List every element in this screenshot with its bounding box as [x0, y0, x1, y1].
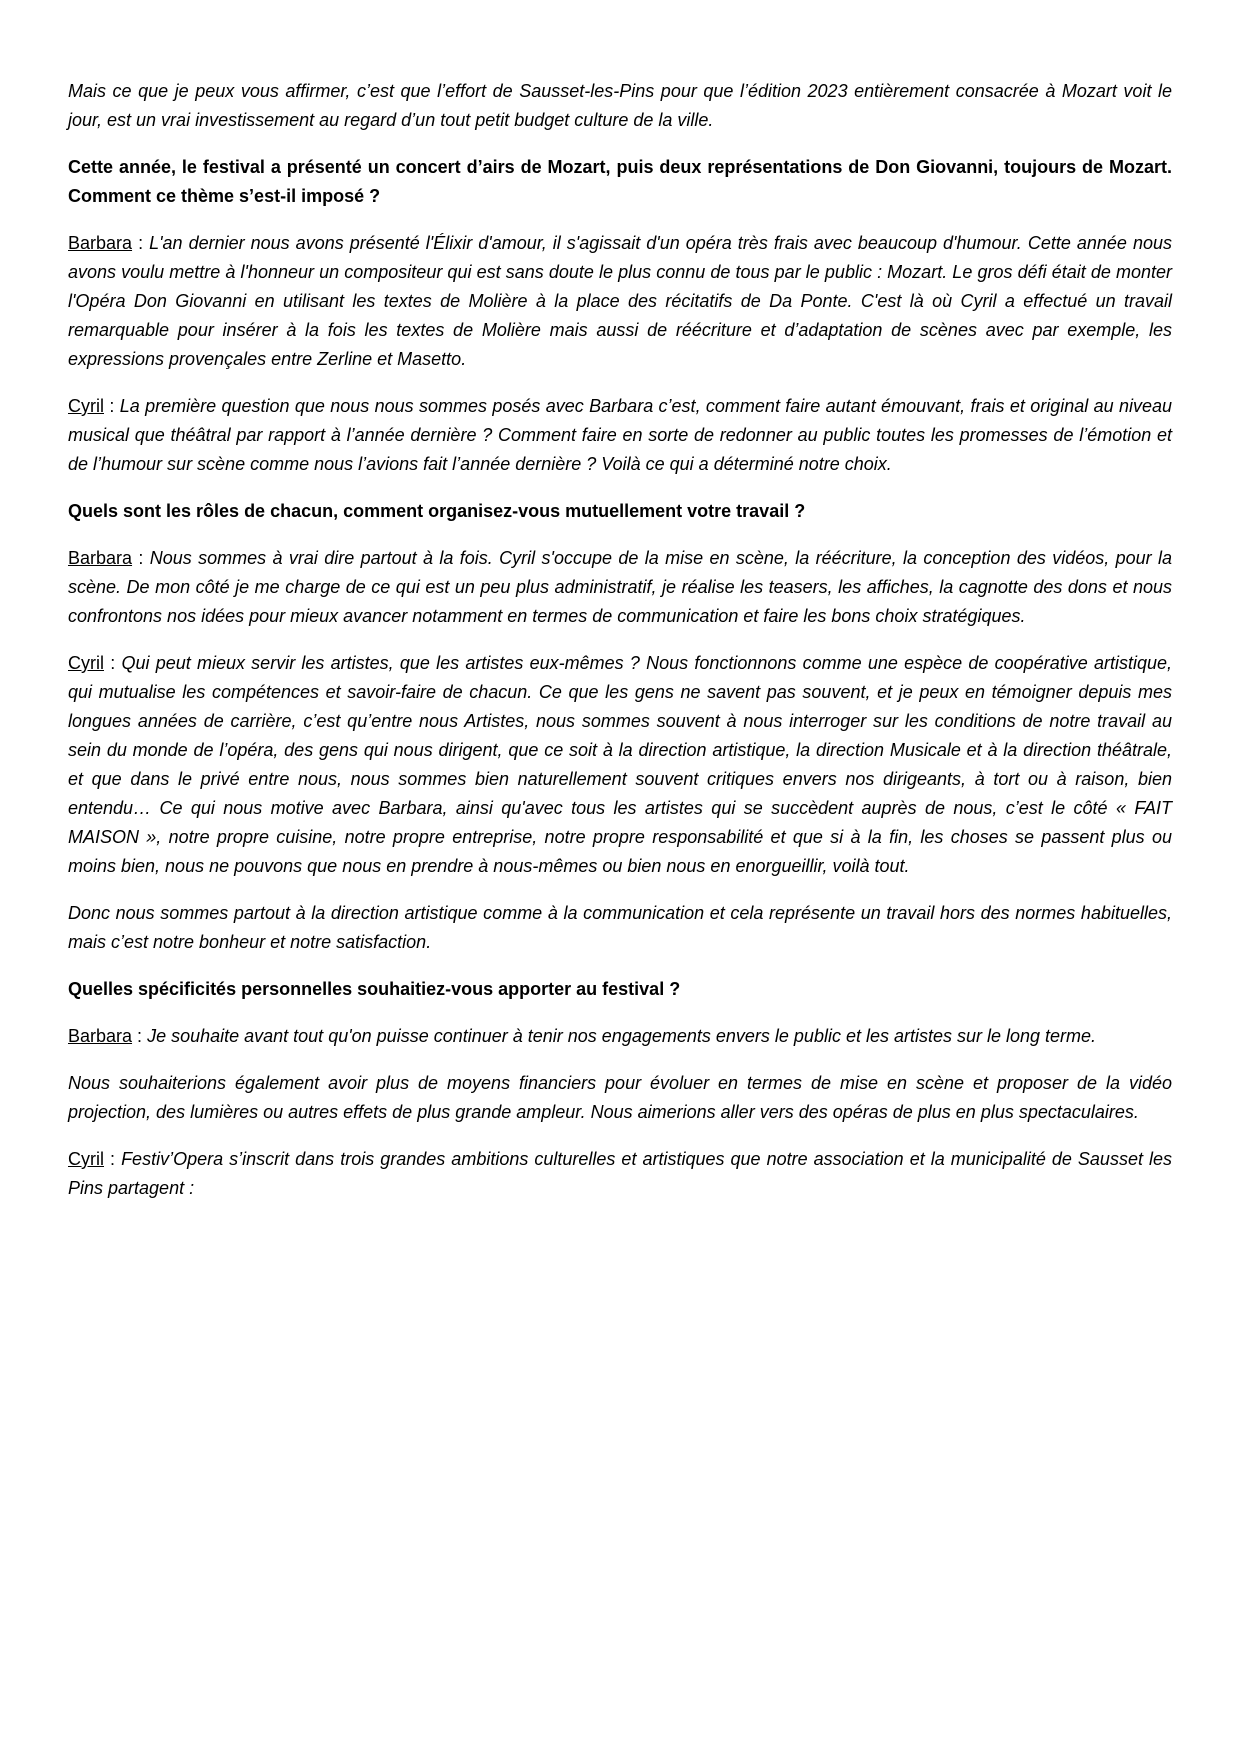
speaker-separator: : [104, 1149, 122, 1169]
speaker-name-barbara: Barbara [68, 233, 133, 253]
speaker-name-cyril: Cyril [68, 396, 104, 416]
speaker-name-cyril: Cyril [68, 653, 104, 673]
question-2: Quels sont les rôles de chacun, comment organisez-vous mutuellement votre travail ? [68, 501, 806, 521]
answer-cyril-2 [68, 649, 1172, 881]
question-3: Quelles spécificités personnelles souhaitiez-vous apporter au festival ? [68, 979, 681, 999]
answer-barbara-2 [68, 544, 1172, 631]
intro-paragraph: Mais ce que je peux vous affirmer, c’est que l’effort de Sausset-les-Pins pour que l’édition 2023 entièrement consacrée à Mozart voit le jour, est un vrai investissement au regard d’un tout petit budget culture de la ville. [68, 81, 1172, 130]
speaker-separator: : [132, 1026, 148, 1046]
answer-cyril-2-followup: Donc nous sommes partout à la direction artistique comme à la communication et cela représente un travail hors des normes habituelles, mais c’est notre bonheur et notre satisfaction. [68, 903, 1172, 952]
answer-text: La première question que nous nous sommes posés avec Barbara c’est, comment faire autant émouvant, frais et original au niveau musical que théâtral par rapport à l’année dernière ? Comment faire en sorte de redonner au public toutes les promesses de l’émotion et de l’humour sur scène comme nous l’avions fait l’année dernière ? Voilà ce qui a déterminé notre choix. [68, 396, 1172, 474]
speaker-name-barbara: Barbara [68, 548, 133, 568]
speaker-name-cyril: Cyril [68, 1149, 104, 1169]
speaker-separator: : [132, 233, 150, 253]
answer-cyril-3 [68, 1145, 1172, 1203]
speaker-name-barbara: Barbara [68, 1026, 133, 1046]
answer-text: Qui peut mieux servir les artistes, que les artistes eux-mêmes ? Nous fonctionnons comme une espèce de coopérative artistique, qui mutualise les compétences et savoir-faire de chacun. Ce que les gens ne savent pas souvent, et je peux en témoigner depuis mes longues années de carrière, c’est qu’entre nous Artistes, nous sommes souvent à nous interroger sur les conditions de notre travail au sein du monde de l’opéra, des gens qui nous dirigent, que ce soit à la direction artistique, la direction Musicale et à la direction théâtrale, et que dans le privé entre nous, nous sommes bien naturellement souvent critiques envers nos dirigeants, à tort ou à raison, bien entendu… Ce qui nous motive avec Barbara, ainsi qu'avec tous les artistes qui se succèdent auprès de nous, c’est le côté « FAIT MAISON », notre propre cuisine, notre propre entreprise, notre propre responsabilité et que si à la fin, les choses se passent plus ou moins bien, nous ne pouvons que nous en prendre à nous-mêmes ou bien nous en enorgueillir, voilà tout. [68, 653, 1172, 876]
answer-text: Festiv’Opera s’inscrit dans trois grandes ambitions culturelles et artistiques que notre association et la municipalité de Sausset les Pins partagent : [68, 1149, 1172, 1198]
answer-cyril-1 [68, 392, 1172, 479]
answer-barbara-3 [68, 1022, 1172, 1051]
speaker-separator: : [104, 653, 122, 673]
answer-text: Je souhaite avant tout qu'on puisse continuer à tenir nos engagements envers le public et les artistes sur le long terme. [147, 1026, 1097, 1046]
answer-barbara-3-followup: Nous souhaiterions également avoir plus de moyens financiers pour évoluer en termes de mise en scène et proposer de la vidéo projection, des lumières ou autres effets de plus grande ampleur. Nous aimerions aller vers des opéras de plus en plus spectaculaires. [68, 1073, 1172, 1122]
question-1: Cette année, le festival a présenté un concert d’airs de Mozart, puis deux représentations de Don Giovanni, toujours de Mozart. Comment ce thème s’est-il imposé ? [68, 157, 1172, 206]
speaker-separator: : [132, 548, 150, 568]
answer-barbara-1 [68, 229, 1172, 374]
answer-text: L'an dernier nous avons présenté l'Élixir d'amour, il s'agissait d'un opéra très frais avec beaucoup d'humour. Cette année nous avons voulu mettre à l'honneur un compositeur qui est sans doute le plus connu de tous par le public : Mozart. Le gros défi était de monter l'Opéra Don Giovanni en utilisant les textes de Molière à la place des récitatifs de Da Ponte. C'est là où Cyril a effectué un travail remarquable pour insérer à la fois les textes de Molière mais aussi de réécriture et d’adaptation de scènes avec par exemple, les expressions provençales entre Zerline et Masetto. [68, 233, 1172, 369]
answer-text: Nous sommes à vrai dire partout à la fois. Cyril s'occupe de la mise en scène, la réécriture, la conception des vidéos, pour la scène. De mon côté je me charge de ce qui est un peu plus administratif, je réalise les teasers, les affiches, la cagnotte des dons et nous confrontons nos idées pour mieux avancer notamment en termes de communication et faire les bons choix stratégiques. [68, 548, 1172, 626]
speaker-separator: : [104, 396, 120, 416]
